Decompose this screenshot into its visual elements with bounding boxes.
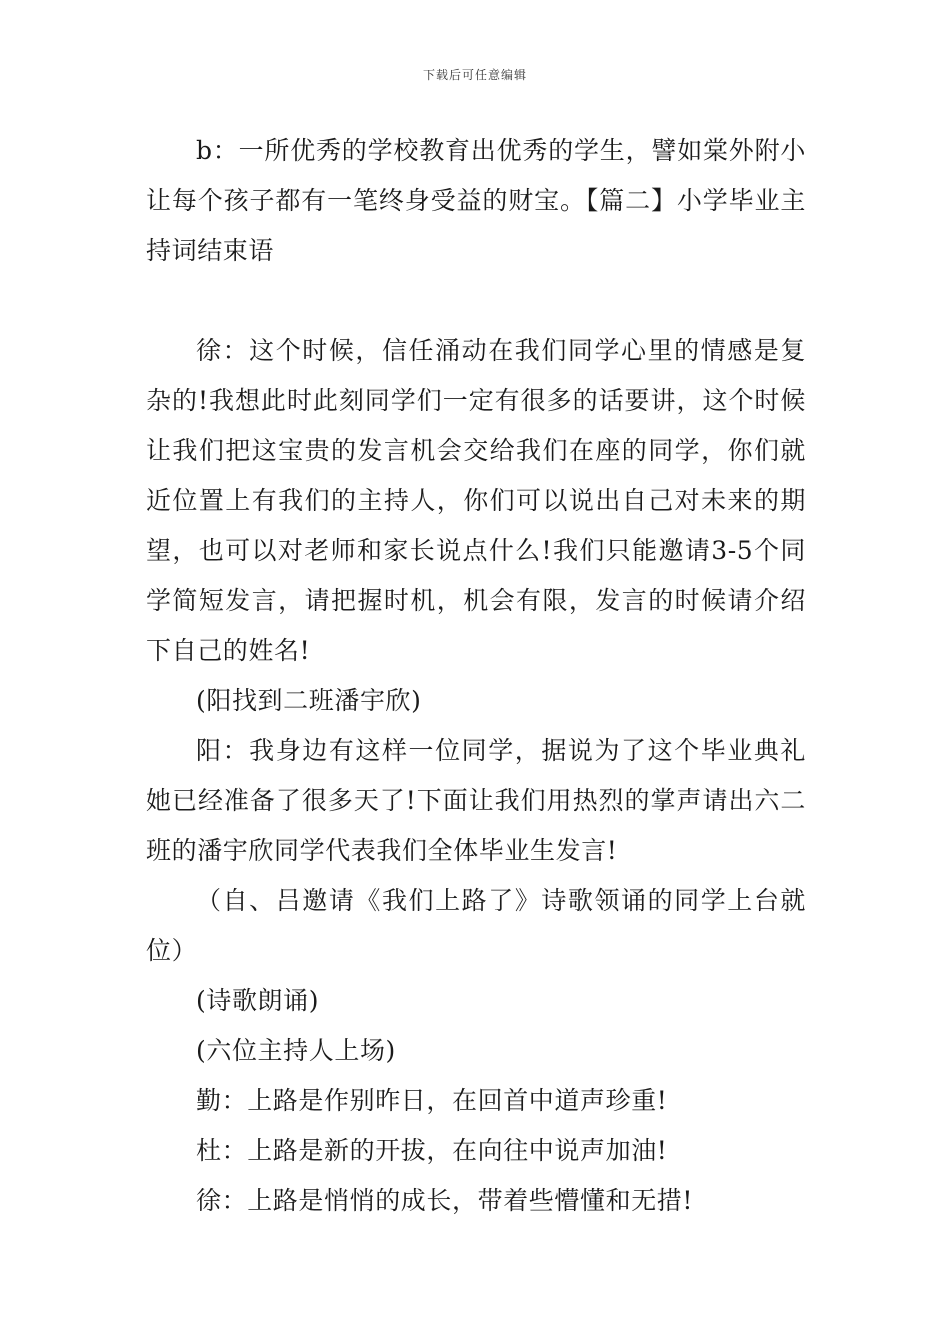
- paragraph-2: 徐：这个时候，信任涌动在我们同学心里的情感是复杂的!我想此时此刻同学们一定有很多的话要讲，这个时候让我们把这宝贵的发言机会交给我们在座的同学，你们就近位置上有我们的主持人，你们可以说出自己对未来的期望，也可以对老师和家长说点什么!我们只能邀请3-5个同学简短发言，请把握时机，机会有限，发言的时候请介绍下自己的姓名!: [146, 336, 806, 665]
- paragraph-8: 勤：上路是作别昨日，在回首中道声珍重!: [196, 1086, 668, 1115]
- page-header: 下载后可任意编辑: [422, 68, 527, 82]
- paragraph-4: 阳：我身边有这样一位同学，据说为了这个毕业典礼她已经准备了很多天了!下面让我们用热烈的掌声请出六二班的潘宇欣同学代表我们全体毕业生发言!: [146, 736, 806, 865]
- paragraph-5: （自、吕邀请《我们上路了》诗歌领诵的同学上台就位）: [146, 886, 806, 965]
- paragraph-9: 杜：上路是新的开拔，在向往中说声加油!: [196, 1136, 668, 1165]
- paragraph-10: 徐：上路是悄悄的成长，带着些懵懂和无措!: [196, 1186, 694, 1215]
- document-body: [146, 126, 806, 1226]
- paragraph-3: (阳找到二班潘宇欣): [196, 686, 422, 715]
- paragraph-7: (六位主持人上场): [196, 1036, 396, 1065]
- paragraph-1: b：一所优秀的学校教育出优秀的学生，譬如棠外附小让每个孩子都有一笔终身受益的财宝。【篇二】小学毕业主持词结束语: [146, 136, 806, 265]
- paragraph-6: (诗歌朗诵): [196, 986, 320, 1015]
